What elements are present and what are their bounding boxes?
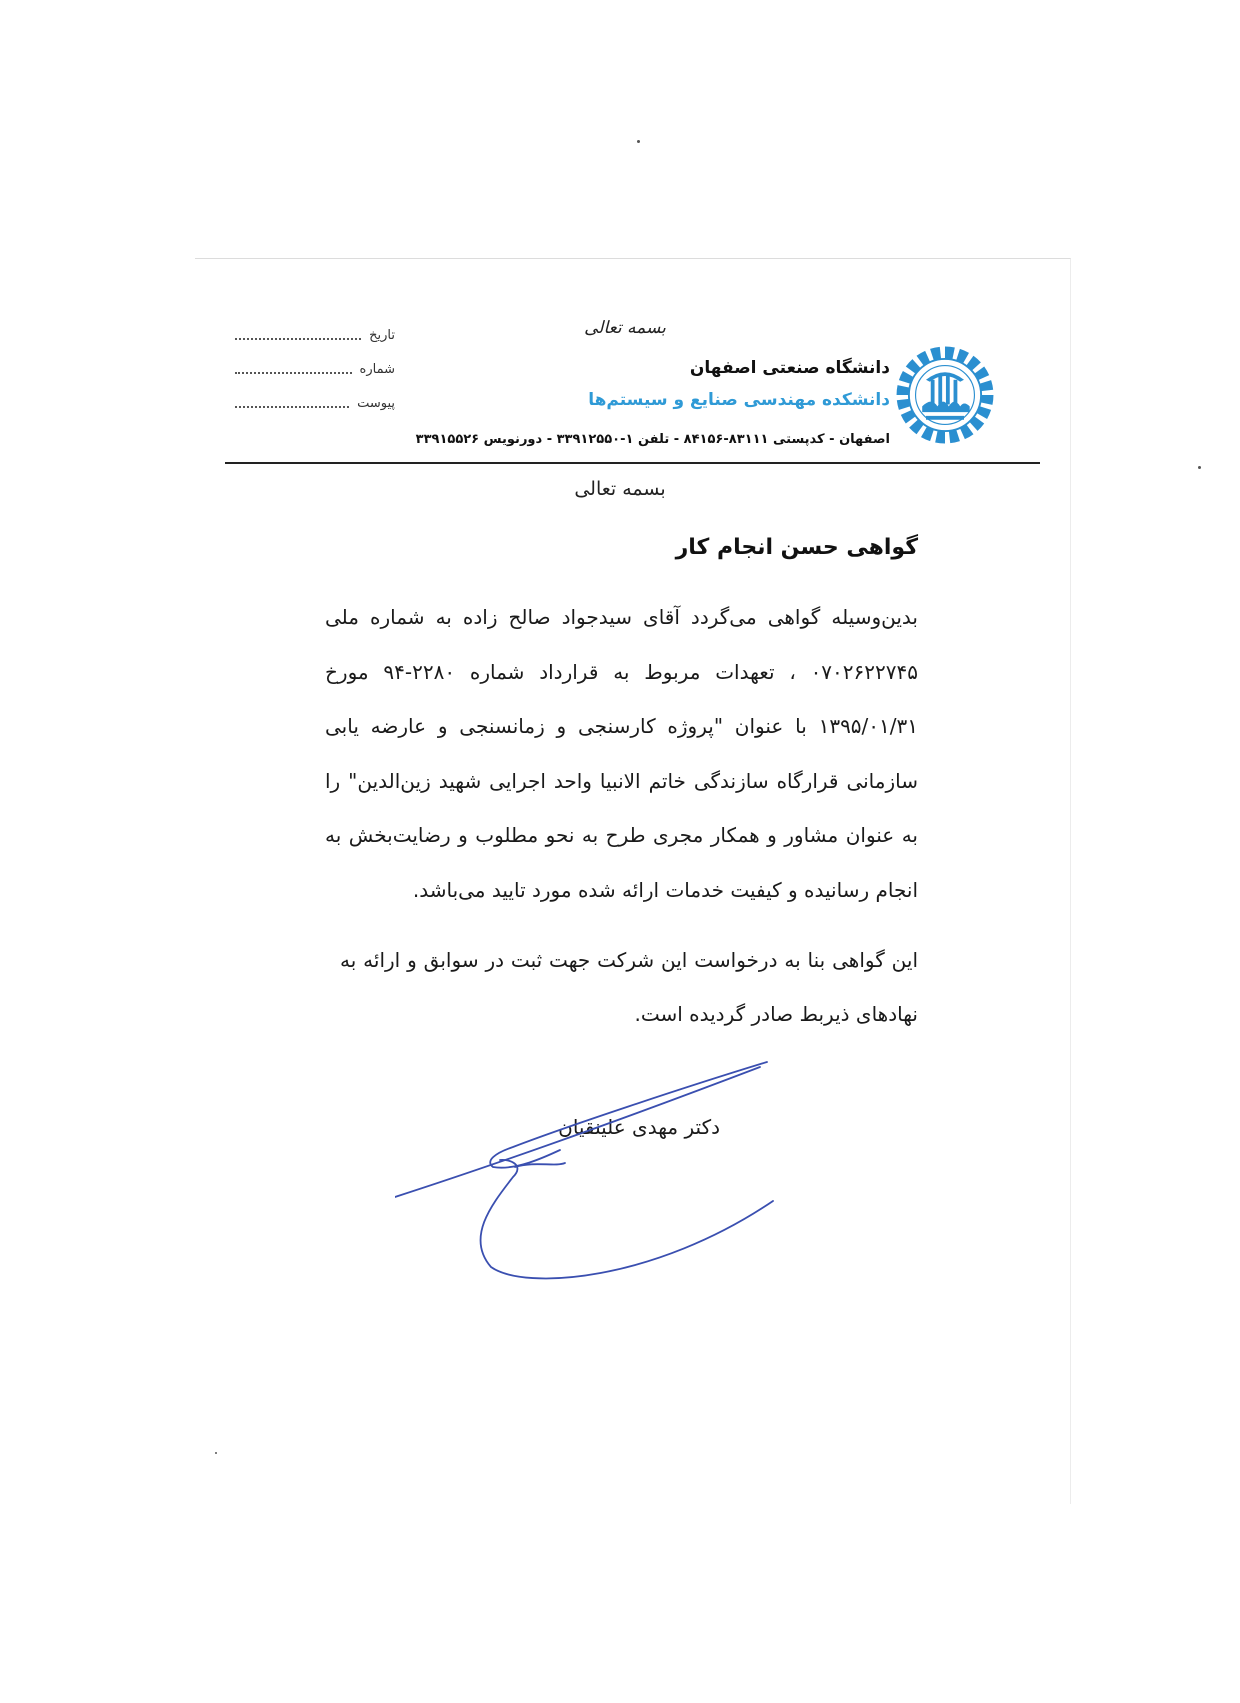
handwritten-signature [395, 1055, 795, 1295]
certificate-title: گواهی حسن انجام کار [675, 535, 918, 560]
attachment-dotted-line [235, 398, 349, 408]
letterhead-divider [225, 462, 1040, 464]
attachment-label: پیوست [357, 395, 395, 411]
university-name: دانشگاه صنعتی اصفهان [689, 358, 890, 378]
signer-name: دکتر مهدی علینقیان [558, 1115, 720, 1139]
university-logo-icon [888, 338, 1002, 452]
letterhead-address: اصفهان - کدپستی ۸۳۱۱۱-۸۴۱۵۶ - تلفن ۱-۳۳۹۱۲۵۵۰ - دورنویس ۳۳۹۱۵۵۲۶ [415, 432, 890, 447]
salutation: بسمه تعالی [574, 478, 666, 500]
attachment-field [235, 386, 395, 420]
scan-speck [215, 1452, 217, 1454]
certificate-closing: این گواهی بنا به درخواست این شرکت جهت ثبت در سوابق و ارائه به نهادهای ذیربط صادر گردیده است. [340, 948, 918, 1026]
number-field [235, 352, 395, 386]
scan-speck [1198, 466, 1201, 469]
number-dotted-line [235, 364, 352, 374]
scan-speck [637, 140, 640, 143]
letterhead-invocation: بسمه تعالی [584, 318, 666, 338]
faculty-name: دانشکده مهندسی صنایع و سیستم‌ها [588, 390, 890, 410]
certificate-body: بدین‌وسیله گواهی می‌گردد آقای سیدجواد صالح زاده به شماره ملی ۰۷۰۲۶۲۲۷۴۵ ، تعهدات مربوط به قرارداد شماره ۲۲۸۰-۹۴ مورخ ۱۳۹۵/۰۱/۳۱ با عنوان "پروژه کارسنجی و زمانسنجی و عارضه یابی سازمانی قرارگاه سازندگی خاتم الانبیا واحد اجرایی شهید زین‌الدین" را به عنوان مشاور و همکار مجری طرح به نحو مطلوب و رضایت‌بخش به انجام رسانیده و کیفیت خدمات ارائه شده مورد تایید می‌باشد. [325, 605, 918, 902]
date-dotted-line [235, 330, 361, 340]
date-label: تاریخ [369, 327, 395, 343]
number-label: شماره [359, 361, 395, 377]
date-field [235, 318, 395, 352]
letter-meta-fields [235, 318, 395, 420]
